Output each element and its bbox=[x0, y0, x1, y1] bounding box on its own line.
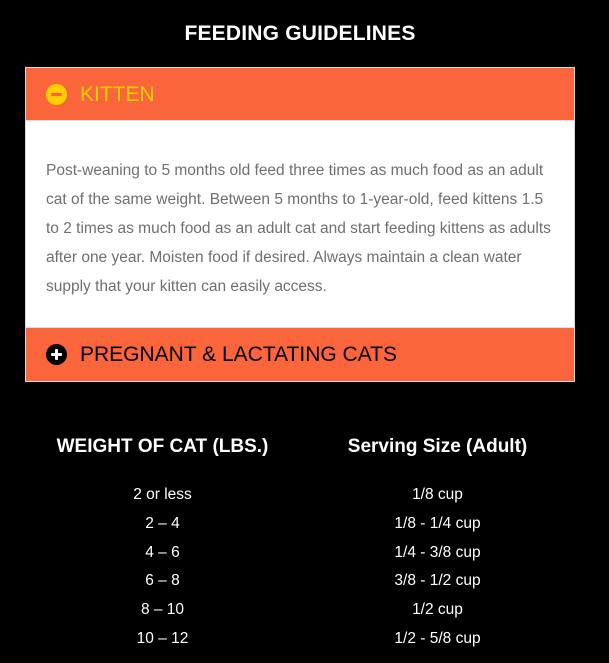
table-header-row bbox=[25, 430, 575, 464]
serving-cell: 1/2 cup bbox=[412, 601, 463, 619]
accordion-header-kitten[interactable] bbox=[26, 68, 574, 121]
weight-cell: 8 – 10 bbox=[140, 601, 185, 619]
accordion-label-pregnant: PREGNANT & LACTATING CATS bbox=[80, 343, 397, 366]
serving-cell: 1/8 - 1/4 cup bbox=[394, 514, 481, 532]
weight-cell: 2 or less bbox=[133, 486, 192, 503]
minus-circle-icon bbox=[46, 84, 67, 105]
table-row bbox=[25, 510, 575, 539]
page-title: FEEDING GUIDELINES bbox=[184, 22, 416, 45]
table-row bbox=[25, 567, 575, 596]
table-row bbox=[25, 539, 575, 568]
table-row bbox=[25, 481, 575, 510]
column-header-weight: WEIGHT OF CAT (LBS.) bbox=[56, 436, 269, 457]
weight-cell: 10 – 12 bbox=[136, 629, 189, 647]
weight-cell: 4 – 6 bbox=[145, 543, 180, 561]
column-header-serving: Serving Size (Adult) bbox=[347, 436, 528, 457]
plus-circle-icon bbox=[46, 344, 67, 365]
serving-cell: 1/2 - 5/8 cup bbox=[394, 629, 481, 647]
table-row bbox=[25, 625, 575, 654]
accordion-body-kitten: Post-weaning to 5 months old feed three times as much food as an adult cat of the same weight. Between 5 months to 1-year-old, feed kittens 1.5 to 2 times as much food as an adult cat and start feeding kittens as adults after one year. Moisten food if desired. Always maintain a clean water supply that your kitten can easily access. bbox=[26, 121, 574, 328]
serving-cell: 1/4 - 3/8 cup bbox=[394, 543, 481, 561]
weight-cell: 6 – 8 bbox=[145, 572, 180, 590]
weight-cell: 2 – 4 bbox=[145, 514, 180, 532]
feeding-accordion bbox=[25, 67, 575, 382]
serving-cell: 3/8 - 1/2 cup bbox=[394, 572, 481, 590]
feeding-table bbox=[25, 430, 575, 654]
accordion-header-pregnant[interactable] bbox=[26, 328, 574, 381]
accordion-label-kitten: KITTEN bbox=[80, 82, 155, 106]
serving-cell: 1/8 cup bbox=[412, 486, 463, 503]
table-row bbox=[25, 596, 575, 625]
